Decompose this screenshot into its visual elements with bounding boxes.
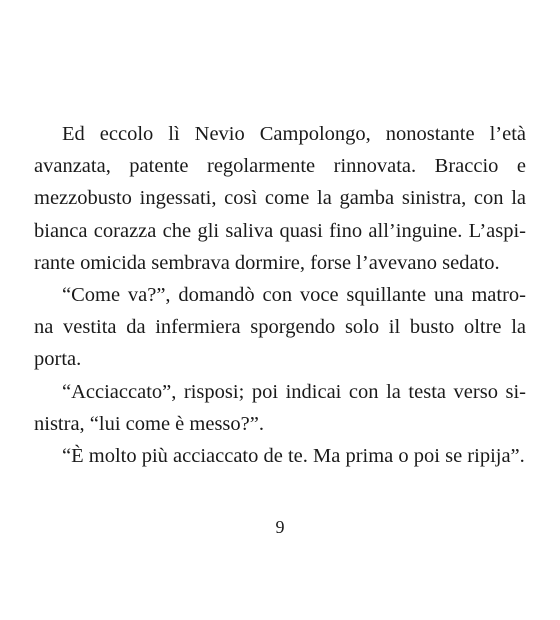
- text-line: mezzobusto ingessati, così come la gamba sinistra, con la: [34, 187, 526, 210]
- text-line: “Acciaccato”, risposi; poi indicai con la testa verso si-: [62, 380, 526, 403]
- text-line: “Come va?”, domandò con voce squillante una matro-: [62, 283, 526, 306]
- text-line: nistra, “lui come è messo?”.: [34, 412, 264, 435]
- text-line: bianca corazza che gli saliva quasi fino all’inguine. L’aspi-: [34, 219, 526, 242]
- text-line: na vestita da infermiera sporgendo solo il busto oltre la: [34, 316, 526, 339]
- text-line: avanzata, patente regolarmente rinnovata. Braccio e: [34, 155, 526, 178]
- body-text: [34, 118, 526, 472]
- text-line: rante omicida sembrava dormire, forse l’avevano sedato.: [34, 251, 500, 274]
- page-number: 9: [275, 517, 285, 537]
- text-line: porta.: [34, 348, 82, 371]
- text-line: Ed eccolo lì Nevio Campolongo, nonostante l’età: [62, 123, 526, 145]
- text-line: “È molto più acciaccato de te. Ma prima o poi se ripija”.: [62, 444, 525, 467]
